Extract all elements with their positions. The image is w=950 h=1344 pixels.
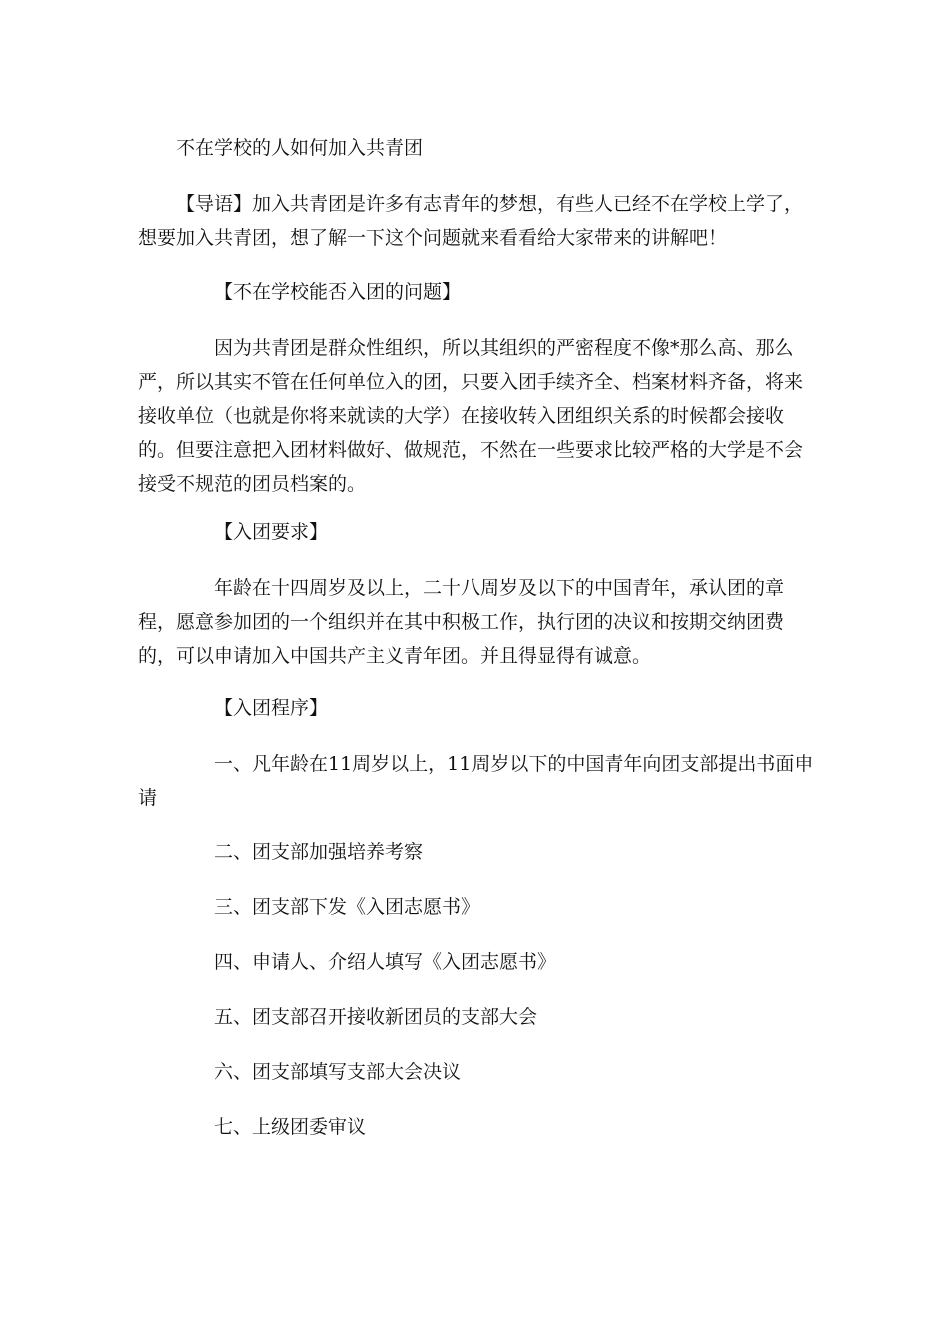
- procedure-step: 四、申请人、介绍人填写《入团志愿书》: [214, 951, 557, 973]
- procedure-step: 六、团支部填写支部大会决议: [214, 1061, 462, 1083]
- procedure-step: 五、团支部召开接收新团员的支部大会: [214, 1006, 538, 1028]
- section-body-eligibility: 因为共青团是群众性组织，所以其组织的严密程度不像*那么高、那么严，所以其实不管在任何单位入的团，只要入团手续齐全、档案材料齐备，将来接收单位（也就是你将来就读的大学）在接收转入团组织关系的时候都会接收的。但要注意把入团材料做好、做规范，不然在一些要求比较严格的大学是不会接受不规范的团员档案的。: [138, 337, 804, 495]
- document-title: 不在学校的人如何加入共青团: [176, 137, 424, 159]
- section-body-requirements: 年龄在十四周岁及以上，二十八周岁及以下的中国青年，承认团的章程，愿意参加团的一个组织并在其中积极工作，执行团的决议和按期交纳团费的，可以申请加入中国共产主义青年团。并且得显得有诚意。: [138, 577, 785, 667]
- intro-paragraph: 【导语】加入共青团是许多有志青年的梦想，有些人已经不在学校上学了，想要加入共青团，想了解一下这个问题就来看看给大家带来的讲解吧！: [138, 193, 804, 249]
- procedure-step: 二、团支部加强培养考察: [214, 841, 424, 863]
- procedure-step: 一、凡年龄在11周岁以上，11周岁以下的中国青年向团支部提出书面申请: [138, 753, 814, 809]
- procedure-step: 三、团支部下发《入团志愿书》: [214, 896, 481, 918]
- section-heading-eligibility: 【不在学校能否入团的问题】: [214, 281, 462, 303]
- procedure-step: 七、上级团委审议: [214, 1116, 367, 1138]
- section-heading-procedure: 【入团程序】: [214, 697, 329, 719]
- section-heading-requirements: 【入团要求】: [214, 521, 329, 543]
